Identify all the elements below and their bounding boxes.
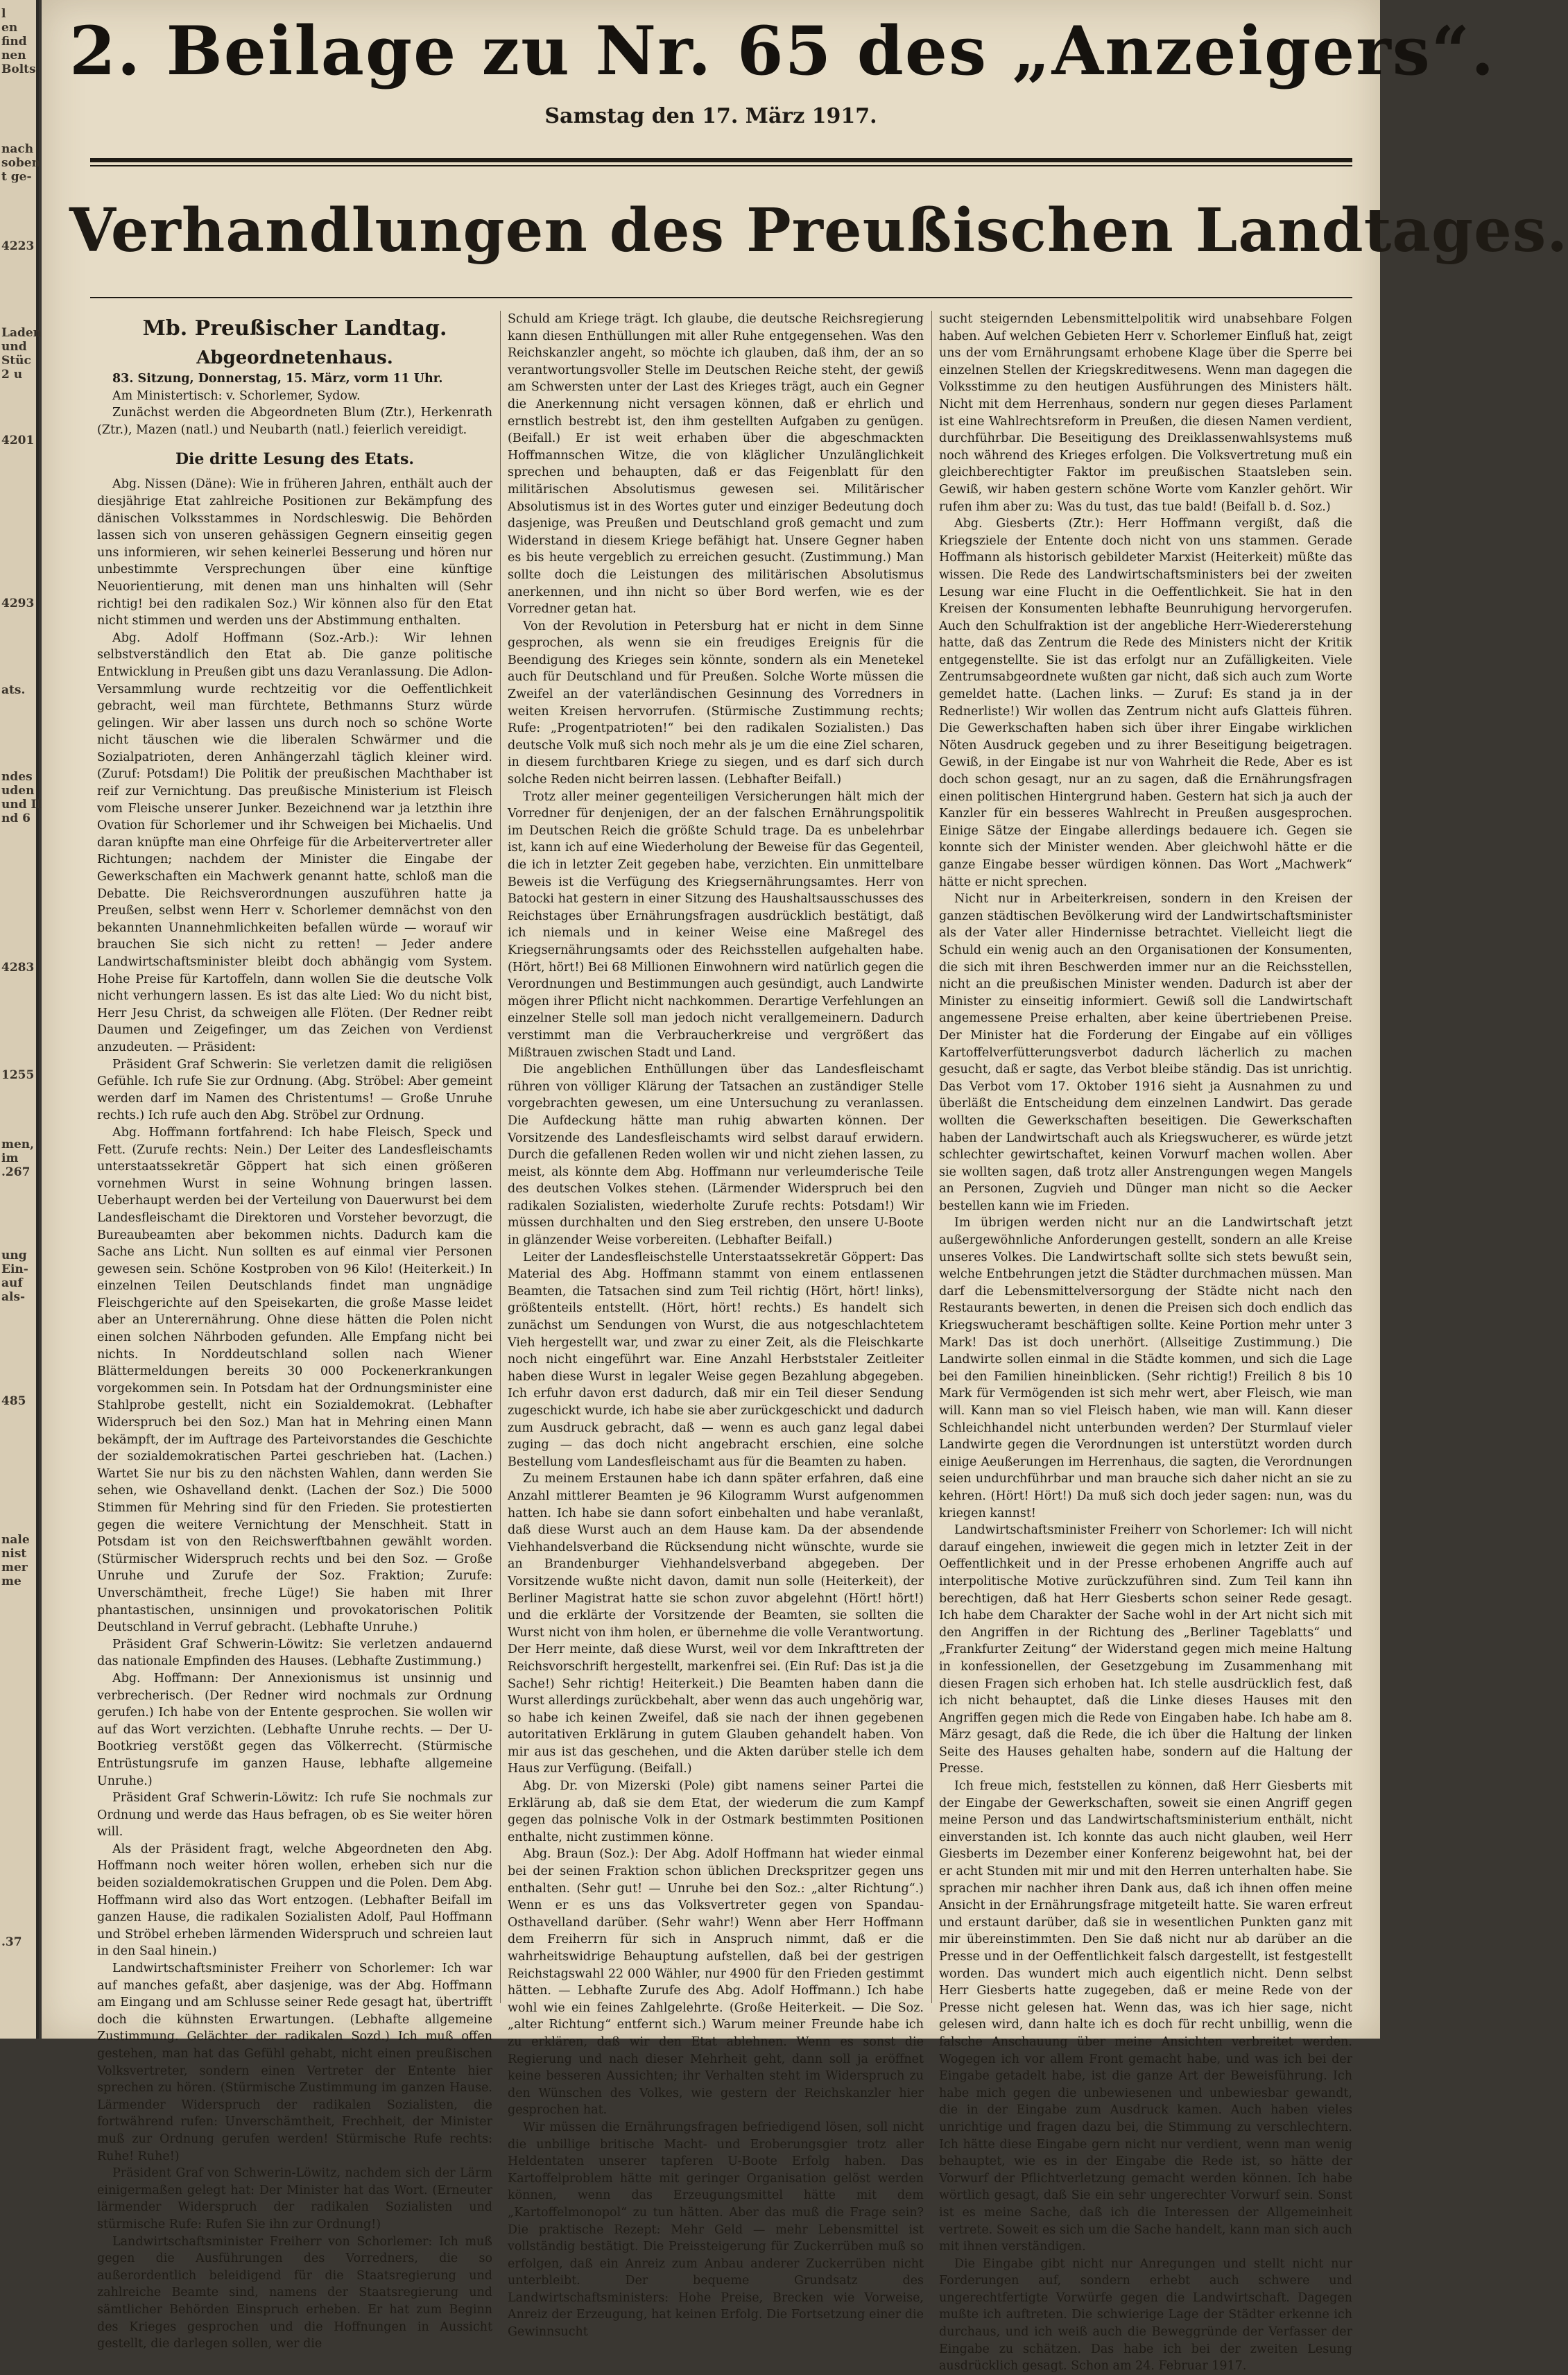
article-column-1 bbox=[97, 311, 492, 2351]
subsection-title: Abgeordnetenhaus. bbox=[196, 348, 393, 368]
prev-fragment: 4293 bbox=[1, 597, 35, 610]
prev-fragment: l en find nen Bolts bbox=[1, 7, 36, 76]
prev-fragment: ats. bbox=[1, 683, 26, 697]
prev-fragment: men, im .267 bbox=[1, 1138, 35, 1179]
ministry-line: Am Ministertisch: v. Schorlemer, Sydow. bbox=[112, 388, 361, 403]
section-title: Mb. Preußischer Landtag. bbox=[142, 316, 447, 341]
paragraph: Abg. Giesberts (Ztr.): Herr Hoffmann vergißt, daß die Kriegsziele der Entente doch nicht von uns stammen. Gerade Hoffmann als historisch gebildeter Marxist (Heiterkeit) müßte das wissen. Die Rede des Landwirtschaftsministers bei der zweiten Lesung war eine Flucht in die Oeffentlichkeit. Sie hat in den Kreisen der Konsumenten lebhafte Beunruhigung hervorgerufen. Auch den Schulfraktion ist der angebliche Herr-Wiedererstehung hatte, daß das Zentrum die Rede des Ministers nicht der Kritik entgegenstellte. Sie ist das erfolgt nur an Zufälligkeiten. Viele Zentrumsabgeordnete wußten gar nicht, daß sich auch zum Worte gemeldet hatte. (Lachen links. — Zuruf: Es stand ja in der Rednerliste!) Wir wollen das Zentrum nicht aufs Glatteis führen. Die Gewerkschaften haben sich über ihrer Eingabe wirklichen Nöten Ausdruck gegeben und zu ihrer Beseitigung beigetragen. Gewiß, in der Eingabe ist nur von Wahrheit die Rede, Aber es ist doch schon gesagt, nur an zu sagen, daß die Ernährungsfragen einen politischen Hintergrund haben. Gestern hat sich ja auch der Kanzler für ein besseres Wahlrecht in Preußen ausgesprochen. Einige Sätze der Eingabe allerdings bedauere ich. Gegen sie konnte sich der Minister wenden. Aber gleichwohl hätte er die ganze Eingabe besser würdigen können. Das Wort „Machwerk“ hätte er nicht sprechen. bbox=[939, 517, 1352, 889]
paragraph: Präsident Graf Schwerin-Löwitz: Sie verletzen andauernd das nationale Empfinden des Hauses. (Lebhafte Zustimmung.) bbox=[97, 1637, 492, 1669]
paragraph: Wir müssen die Ernährungsfragen befriedigend lösen, soll nicht die unbillige britische Macht- und Eroberungsgier trotz aller Heldentaten unserer tapferen U-Boote Erfolg haben. Das Kartoffelproblem hätte mit geringer Organisation gelöst werden können, wenn das Erzeugungsmittel hätte mit dem „Kartoffelmonopol“ zu tun hätten. Aber das muß die Frage sein? Die praktische Rezept: Mehr Geld — mehr Lebensmittel ist vollständig bestätigt. Die Preissteigerung für Zuckerrüben muß so erfolgen, daß ein Anreiz zum Anbau anderer Zuckerrüben nicht unterbleibt. Der bequeme Grundsatz des Landwirtschaftsministers: Hohe Preise, Brecken wie Vorweise, Anreiz der Erzeugung, hat keinen Erfolg. Die Fortsetzung einer die Gewinnsucht bbox=[508, 2120, 924, 2340]
paragraph: Abg. Nissen (Däne): Wie in früheren Jahren, enthält auch der diesjährige Etat zahlreiche Positionen zur Bekämpfung des dänischen Volksstammes in Nordschleswig. Die Behörden lassen sich von unseren gehässigen Gegnern einseitig gegen uns informieren, wir sehen keinerlei Besserung und hören nur unbestimmte Versprechungen über eine künftige Neuorientierung, mit denen man uns hinhalten will (Sehr richtig! bei den radikalen Soz.) Wir können also für den Etat nicht stimmen und werden uns der Abstimmung enthalten. bbox=[97, 477, 492, 628]
headline: Verhandlungen des Preußischen Landtages. bbox=[69, 196, 1568, 266]
paragraph: sucht steigernden Lebensmittelpolitik wird unabsehbare Folgen haben. Auf welchen Gebieten Herr v. Schorlemer Einfluß hat, zeigt uns der vom Ernährungsamt erhobene Klage über die Sperre bei einzelnen Stellen der Kriegskreditwesens. Wenn man dagegen die Volksstimme zu den heutigen Ausführungen des Ministers hält. Nicht mit dem Herrenhaus, sondern nur gegen dieses Parlament ist eine Wahlrechtsreform in Preußen, die diesen Namen verdient, durchführbar. Die Beseitigung des Dreiklassenwahlsystems muß noch während des Krieges erfolgen. Die Volksvertretung muß ein gleichberechtigter Faktor im preußischen Staatsleben sein. Gewiß, wir haben gestern schöne Worte vom Kanzler gehört. Wir rufen ihm aber zu: Was du tust, das tue bald! (Beifall b. d. Soz.) bbox=[939, 312, 1352, 514]
paragraph: Abg. Braun (Soz.): Der Abg. Adolf Hoffmann hat wieder einmal bei der seinen Fraktion schon üblichen Dreckspritzer gegen uns enthalten. (Sehr gut! — Unruhe bei den Soz.: „alter Richtung“.) Wenn er es uns das Volksvertreter gegen von Spandau-Osthavelland darüber. (Sehr wahr!) Wenn aber Herr Hoffmann dem Freiherrn für sich in Anspruch nimmt, daß er die wahrheitswidrige Behauptung aufstellen, daß bei der gestrigen Reichstagswahl 22 000 Wähler, nur 4900 für den Frieden gestimmt hätten. — Lebhafte Zurufe des Abg. Adolf Hoffmann.) Ich habe wohl wie ein feines Zahlgelehrte. (Große Heiterkeit. — Die Soz. „alter Richtung“ entfernt sich.) Warum meiner Freunde habe ich zu erklären, daß wir den Etat ablehnen. Wenn es sonst die Regierung und nach dieser Mehrheit geht, dann soll ja eröffnet keine besseren Aussichten; ihr Verhalten steht im Widerspruch zu den Wünschen des Volkes, wie gestern der Reichskanzler hier gesprochen hat. bbox=[508, 1847, 924, 2118]
subheading: Die dritte Lesung des Etats. bbox=[175, 450, 415, 469]
paragraph: Abg. Hoffmann fortfahrend: Ich habe Fleisch, Speck und Fett. (Zurufe rechts: Nein.) Der Leiter des Landesfleischamts unterstaatssekretär Göppert hat sich einen größeren vornehmen Wurst in seine Wohnung bringen lassen. Ueberhaupt werden bei der Verteilung von Dauerwurst bei dem Landesfleischamt die Direktoren und Vorsteher bevorzugt, die Bureaubeamten aber bekommen nichts. Dadurch kam die Sache ans Licht. Nun sollten es auf einmal vier Personen gewesen sein. Schöne Kostproben von 96 Kilo! (Heiterkeit.) In einzelnen Teilen Deutschlands findet man ungnädige Fleischgerichte auf den Speisekarten, die große Masse leidet aber an Unterernährung. Ohne diese hätten die Polen nicht einen solchen Nährboden gefunden. Alle Empfang nicht bei nichts. In Norddeutschland sollen nach Wiener Blättermeldungen bereits 30 000 Pockenerkrankungen vorgekommen sein. In Potsdam hat der Ordnungsminister eine Stahlprobe gestellt, nicht ein Sozialdemokrat. (Lebhafter Widerspruch bei den Soz.) Man hat in Mehring einen Mann bekämpft, der im Auftrage des Parteivorstandes die Geschichte der sozialdemokratischen Partei geschrieben hat. (Lachen.) Wartet Sie nur bis zu den nächsten Wahlen, dann werden Sie sehen, wie Oshavelland denkt. (Lachen der Soz.) Die 5000 Stimmen für Mehring sind für den Frieden. Sie protestierten gegen die weitere Vernichtung der Menschheit. Statt in Potsdam ist von den Reichswerftbahnen gewählt worden. (Stürmischer Widerspruch rechts und bei den Soz. — Große Unruhe und Zurufe der Soz. Fraktion; Zurufe: Unverschämtheit, freche Lüge!) Sie haben mit Ihrer phantastischen, unsinnigen und provokatorischen Politik Deutschland in Verruf gebracht. (Lebhafte Unruhe.) bbox=[97, 1125, 492, 1635]
paragraph: Abg. Adolf Hoffmann (Soz.-Arb.): Wir lehnen selbstverständlich den Etat ab. Die ganze politische Entwicklung in Preußen gibt uns dazu Veranlassung. Die Adlon-Versammlung wurde rechtzeitig vor die Oeffentlichkeit gebracht, weil man fürchtete, Bethmanns Sturz würde gelingen. Wir aber lassen uns durch noch so schöne Worte nicht täuschen wie die liberalen Schwärmer und die Sozialpatrioten, deren Anhängerzahl täglich kleiner wird. (Zuruf: Potsdam!) Die Politik der preußischen Machthaber ist reif zur Vernichtung. Das preußische Ministerium ist Fleisch vom Fleische unserer Junker. Bezeichnend war ja letzthin ihre Ovation für Schorlemer und ihr Schweigen bei Michaelis. Und daran knüpfte man eine Ohrfeige für die Arbeitervertreter aller Richtungen; nachdem der Minister die Eingabe der Gewerkschaften ein Machwerk genannt hatte, schloß man die Debatte. Die Reichsverordnungen auszuführen hatte ja Preußen, selbst wenn Herr v. Schorlemer demnächst von den bekannten Unannehmlichkeiten befallen würde — worauf wir brauchen Sie sich nicht zu retten! — Jeder andere Landwirtschaftsminister bleibt doch abhängig vom System. Hohe Preise für Kartoffeln, dann wollen Sie die deutsche Volk nicht verhungern lassen. Es ist das alte Lied: Wo du nicht bist, Herr Jesu Christ, da schweigen alle Flöten. (Der Redner reibt Daumen und Zeigefinger, um das Zeichen von Verdienst anzudeuten. — Präsident: bbox=[97, 631, 492, 1054]
paragraph: Landwirtschaftsminister Freiherr von Schorlemer: Ich muß gegen die Ausführungen des Vorredners, die so außerordentlich beleidigend für die Staatsregierung und zahlreiche Beamte sind, namens der Staatsregierung und sämtlicher Behörden Einspruch erheben. Er hat zum Beginn des Krieges gesprochen und die Hoffnungen in Aussicht gestellt, die darlegen sollen, wer die bbox=[97, 2234, 492, 2351]
prev-fragment: nale nist mer me bbox=[1, 1533, 30, 1588]
article-column-3 bbox=[939, 311, 1352, 2374]
masthead-rule bbox=[90, 158, 1352, 162]
paragraph: Als der Präsident fragt, welche Abgeordneten den Abg. Hoffmann noch weiter hören wollen, erheben sich nur die beiden sozialdemokratischen Gruppen und die Polen. Dem Abg. Hoffmann wird also das Wort entzogen. (Lebhafter Beifall im ganzen Hause, die radikalen Sozialisten Adolf, Paul Hoffmann und Ströbel erheben lärmenden Widerspruch und schreien laut in den Saal hinein.) bbox=[97, 1842, 492, 1959]
paragraph: Von der Revolution in Petersburg hat er nicht in dem Sinne gesprochen, als wenn sie ein freudiges Ereignis für die Beendigung des Krieges sein könnte, sondern als ein Menetekel auch für Deutschland und für Preußen. Solche Worte müssen die Zweifel an der vaterländischen Gesinnung des Vorredners in weiten Kreisen hervorrufen. (Stürmische Zustimmung rechts; Rufe: „Progentpatrioten!“ bei den radikalen Sozialisten.) Das deutsche Volk muß sich noch mehr als je um die eine Ziel scharen, in diesem furchtbaren Kriege zu siegen, und es darf sich durch solche Reden nicht beirren lassen. (Lebhafter Beifall.) bbox=[508, 619, 924, 787]
paragraph: Nicht nur in Arbeiterkreisen, sondern in den Kreisen der ganzen städtischen Bevölkerung wird der Landwirtschaftsminister als der Vater aller Hindernisse betrachtet. Vielleicht liegt die Schuld ein wenig auch an den Organisationen der Konsumenten, die sich mit ihren Beschwerden immer nur an die Reichsstellen, nicht an die preußischen Minister wenden. Dadurch ist aber der Minister zu einseitig informiert. Gewiß soll die Landwirtschaft angemessene Preise erhalten, aber keine übertriebenen Preise. Der Minister hat die Forderung der Eingabe auf ein völliges Kartoffelverfütterungsverbot dadurch lächerlich zu machen gesucht, daß er sagte, das Verbot bleibe ständig. Das ist unrichtig. Das Verbot vom 17. Oktober 1916 sieht ja Ausnahmen zu und überläßt die Entscheidung dem einzelnen Landwirt. Das gerade wollten die Gewerkschaften beseitigen. Die Gewerkschaften haben der Landwirtschaft auch als Kriegswucherer, es würde jetzt schlechter gewirtschaftet, keinen Vorwurf machen wollen. Aber sie wollten sagen, daß trotz aller Anstrengungen wegen Mangels an Personen, Zugvieh und Dünger man nicht so die Aecker bestellen kann wie im Frieden. bbox=[939, 892, 1352, 1213]
prev-fragment: .37 bbox=[1, 1935, 22, 1949]
paragraph: Abg. Hoffmann: Der Annexionismus ist unsinnig und verbrecherisch. (Der Redner wird nochmals zur Ordnung gerufen.) Ich habe von der Entente gesprochen. Sie wollen wir auf das Wort verzichten. (Lebhafte Unruhe rechts. — Der U-Bootkrieg verstößt gegen das Völkerrecht. (Stürmische Entrüstungsrufe im ganzen Hause, lebhafte allgemeine Unruhe.) bbox=[97, 1671, 492, 1788]
prev-fragment: Laden und Stüc 2 u bbox=[1, 326, 42, 381]
prev-fragment: 1255 bbox=[1, 1068, 35, 1082]
prev-fragment: ndes uden und II nd 6 bbox=[1, 770, 42, 825]
paragraph: Trotz aller meiner gegenteiligen Versicherungen hält mich der Vorredner für denjenigen, der an der falschen Ernährungspolitik im Deutschen Reich die größte Schuld trage. Da es unbelehrbar ist, kann ich auf eine Wiederholung der Beweise für das Gegenteil, die ich in letzter Zeit gegeben habe, verzichten. Ein unmittelbare Beweis ist die Verfügung des Kriegsernährungsamtes. Herr von Batocki hat gestern in einer Sitzung des Haushaltsausschusses des Reichstages über Ernährungsfragen ausdrücklich bestätigt, daß ich niemals und in keiner Weise eine Maßregel des Kriegsernährungsamts oder des Reichsstellen aufgehalten habe. (Hört, hört!) Bei 68 Millionen Einwohnern wird natürlich gegen die Verordnungen und Bestimmungen auch gesündigt, auch Landwirte mögen ihrer Pflicht nicht nachkommen. Derartige Verfehlungen an einzelner Stelle soll man jedoch nicht verallgemeinern. Dadurch verstimmt man die Verbraucherkreise und vergrößert das Mißtrauen zwischen Stadt und Land. bbox=[508, 789, 924, 1060]
paragraph: Die Eingabe gibt nicht nur Anregungen und stellt nicht nur Forderungen auf, sondern erhebt auch schwere und ungerechtfertigte Vorwürfe gegen die Landwirtschaft. Dagegen mußte ich auftreten. Die schwierige Lage der Städter erkenne ich durchaus, und ich weiß auch die Beweggründe der Verfasser der Eingabe zu schätzen. Das habe ich bei der zweiten Lesung ausdrücklich gesagt. Schon am 24. Februar 1917. bbox=[939, 2256, 1352, 2374]
paragraph: Landwirtschaftsminister Freiherr von Schorlemer: Ich war auf manches gefaßt, aber dasjenige, was der Abg. Hoffmann am Eingang und am Schlusse seiner Rede gesagt hat, übertrifft doch die kühnsten Erwartungen. (Lebhafte allgemeine Zustimmung. Gelächter der radikalen Sozd.) Ich muß offen gestehen, man hat das Gefühl gehabt, nicht einen preußischen Volksvertreter, sondern einen Vertreter der Entente hier sprechen zu hören. (Stürmische Zustimmung im ganzen Hause. Lärmender Widerspruch der radikalen Sozialisten, die fortwährend rufen: Unverschämtheit, Frechheit, der Minister muß zur Ordnung gerufen werden! Stürmische Rufe rechts: Ruhe! Ruhe!) bbox=[97, 1962, 492, 2163]
prev-fragment: 485 bbox=[1, 1394, 26, 1408]
prev-fragment: nach soben t ge- bbox=[1, 142, 40, 184]
paragraph: Präsident Graf Schwerin-Löwitz: Ich rufe Sie nochmals zur Ordnung und werde das Haus befragen, ob es Sie weiter hören will. bbox=[97, 1791, 492, 1840]
paragraph: Die angeblichen Enthüllungen über das Landesfleischamt rühren von völliger Klärung der Tatsachen an zuständiger Stelle vorgebrachten gewesen, um eine Untersuchung zu veranlassen. Die Aufdeckung hätte man ruhig abwarten können. Der Vorsitzende des Landesfleischamts wird selbst darauf erwidern. Durch die gefallenen Reden wollen wir und nicht ziehen lassen, zu meist, als könnte dem Abg. Hoffmann nur verleumderische Teile des deutschen Volkes stehen. (Lärmender Widerspruch bei den radikalen Sozialisten, wiederholte Zurufe rechts: Potsdam!) Wir müssen durchhalten und den Sieg erstreben, den unsere U-Boote in glänzender Weise vorbereiten. (Lebhafter Beifall.) bbox=[508, 1063, 924, 1248]
newspaper-page bbox=[42, 0, 1568, 2374]
paragraph: Präsident Graf von Schwerin-Löwitz, nachdem sich der Lärm einigermaßen gelegt hat: Der Minister hat das Wort. (Erneuter lärmender Widerspruch der radikalen Sozialisten und stürmische Rufe: Rufen Sie ihn zur Ordnung!) bbox=[97, 2166, 492, 2231]
session-line: 83. Sitzung, Donnerstag, 15. März, vorm 11 Uhr. bbox=[112, 372, 443, 386]
masthead-rule-thin bbox=[90, 165, 1352, 166]
paragraph: Landwirtschaftsminister Freiherr von Schorlemer: Ich will nicht darauf eingehen, inwieweit die gegen mich in letzter Zeit in der Oeffentlichkeit und in der Presse erhobenen Angriffe auch auf interpolitische Motive zurückzuführen sind. Zum Teil kann ihn berechtigen, daß hat Herr Giesberts schon seiner Rede gesagt. Ich habe dem Charakter der Sache wohl in der Art nicht sich mit den Angriffen in der Richtung des „Berliner Tageblatts“ und „Frankfurter Zeitung“ der Widerstand gegen mich meine Haltung in konfessionellen, der Gesetzgebung im Zusammenhang mit diesen Fragen sich erhoben hat. Ich stelle ausdrücklich fest, daß ich nicht behauptet, daß die Linke dieses Hauses mit den Angriffen gegen mich die Rede von Eingaben habe. Ich habe am 8. März gesagt, daß die Rede, die ich über die Haltung der linken Seite des Hauses gehalten habe, sondern auf die Haltung der Presse. bbox=[939, 1523, 1352, 1776]
article-column-2 bbox=[508, 311, 924, 2340]
paragraph: Zu meinem Erstaunen habe ich dann später erfahren, daß eine Anzahl mittlerer Beamten je 96 Kilogramm Wurst aufgenommen hatten. Ich habe sie dann sofort einbehalten und habe veranlaßt, daß diese Wurst auch an dem Hause kam. Da der absendende Viehhandelsverband die Rücksendung nicht wünschte, wurde sie an Brandenburger Viehhandelsverband abgegeben. Der Vorsitzende wußte nicht davon, damit nun solle (Heiterkeit), der Berliner Magistrat hatte sie schon zuvor abgelehnt (Hört! hört!) und die erklärte der Vorsitzende der Beamten, sie sollten die Wurst nicht von ihm holen, er übernehme die volle Verantwortung. Der Herr meinte, daß diese Wurst, weil vor dem Inkrafttreten der Reichsvorschrift hergestellt, markenfrei sei. (Ein Ruf: Das ist ja die Sache!) Sehr richtig! Heiterkeit.) Die Beamten haben dann die Wurst allerdings zurückbehalt, aber wenn das auch ungehörig war, so habe ich keinen Zweifel, daß sie nach der ihnen gegebenen autoritativen Erklärung in gutem Glauben gehandelt haben. Von mir aus ist das geschehen, und die Akten darüber stelle ich dem Haus zur Verfügung. (Beifall.) bbox=[508, 1472, 924, 1776]
prev-fragment: ung Ein- auf als- bbox=[1, 1249, 28, 1304]
prev-fragment: 4201 bbox=[1, 434, 35, 447]
paragraph: Abg. Dr. von Mizerski (Pole) gibt namens seiner Partei die Erklärung ab, daß sie dem Etat, der wiederum die zum Kampf gegen das polnische Volk in der Ostmark bestimmten Positionen enthalte, nicht zustimmen könne. bbox=[508, 1779, 924, 1844]
paragraph: Im übrigen werden nicht nur an die Landwirtschaft jetzt außergewöhnliche Anforderungen gestellt, sondern an alle Kreise unseres Volkes. Die Landwirtschaft sollte sich stets bewußt sein, welche Entbehrungen jetzt die Städter durchmachen müssen. Man darf die Lebensmittelversorgung der Städte nicht nach den Restaurants bewerten, in denen die Preisen sich doch endlich das Kriegswucheramt beschäftigen sollte. Keine Portion mehr unter 3 Mark! Das ist doch unerhört. (Allseitige Zustimmung.) Die Landwirte sollen einmal in die Städte kommen, und sich die Lage bei den Familien hineinblicken. (Sehr richtig!) Freilich 8 bis 10 Mark für Vermögenden ist sich mehr wert, aber Fleisch, wie man will. Kann man so viel Fleisch haben, wie man will. Kann dieser Schleichhandel nicht unterbunden werden? Der Sturmlauf vieler Landwirte gegen die Verordnungen ist unterstützt worden durch einige Aeußerungen im Herrenhaus, die sagten, die Verordnungen seien undurchführbar und man brauche sich daher nicht an sie zu kehren. (Hört! Hört!) Da muß sich doch jeder sagen: nun, was du kriegen kannst! bbox=[939, 1216, 1352, 1520]
dateline: Samstag den 17. März 1917. bbox=[544, 104, 877, 128]
previous-page-edge bbox=[0, 0, 42, 2039]
intro-paragraph: Zunächst werden die Abgeordneten Blum (Ztr.), Herkenrath (Ztr.), Mazen (natl.) und Neubarth (natl.) feierlich vereidigt. bbox=[97, 406, 492, 437]
paragraph: Schuld am Kriege trägt. Ich glaube, die deutsche Reichsregierung kann diesen Enthüllungen mit aller Ruhe entgegensehen. Was den Reichskanzler angeht, so möchte ich glauben, daß ihm, der an so verantwortungsvoller Stelle im Deutschen Reiche steht, der gewiß am Schwersten unter der Last des Krieges trägt, auch ein Gegner die Anerkennung nicht versagen können, daß er ehrlich und ernstlich bestrebt ist, den ihm gestellten Aufgaben zu genügen. (Beifall.) Er ist weit erhaben über die abgeschmackten Hoffmannschen Witze, die von kläglicher Unzulänglichkeit sprechen und behaupten, daß er das Feigenblatt für den militärischen Absolutismus gewesen sei. Militärischer Absolutismus ist in des Wortes guter und einziger Bedeutung doch dasjenige, was Preußen und Deutschland groß gemacht und zum Widerstand in diesem Kriege befähigt hat. Unsere Gegner haben es bis heute vergeblich zu erreichen gesucht. (Zustimmung.) Man sollte doch die Leistungen des militärischen Absolutismus anerkennen, und ihn nicht so über Bord werfen, wie es der Vorredner getan hat. bbox=[508, 312, 924, 617]
prev-fragment: 4283 bbox=[1, 961, 35, 975]
paragraph: Leiter der Landesfleischstelle Unterstaatssekretär Göppert: Das Material des Abg. Hoffmann stammt von einem entlassenen Beamten, die Tatsachen sind zum Teil richtig (Hört, hört! links), größtenteils entstellt. (Hört, hört! rechts.) Es handelt sich zunächst um Sendungen von Wurst, die aus notgeschlachtetem Vieh hergestellt war, und zwar zu einer Zeit, als die Fleischkarte noch nicht eingeführt war. Eine Anzahl Herbststaler Zeitleiter haben diese Wurst in legaler Weise gegen Bezahlung abgegeben. Ich erfuhr davon erst dadurch, daß mir ein Teil dieser Sendung zugeschickt wurde, ich habe sie aber zurückgeschickt und dadurch zum Ausdruck gebracht, daß — wenn es auch ganz legal dabei zuging — das doch nicht angebracht erschien, eine solche Bestellung vom Landesfleischamt aus für die Beamten zu haben. bbox=[508, 1250, 924, 1469]
prev-fragment: 4223 bbox=[1, 239, 35, 253]
column-rule bbox=[931, 311, 932, 2003]
column-rule bbox=[500, 311, 501, 2003]
masthead: 2. Beilage zu Nr. 65 des „Anzeigers“. bbox=[69, 12, 1496, 90]
paragraph: Präsident Graf Schwerin: Sie verletzen damit die religiösen Gefühle. Ich rufe Sie zur Ordnung. (Abg. Ströbel: Aber gemeint werden darf im Namen des Christentums! — Große Unruhe rechts.) Ich rufe auch den Abg. Ströbel zur Ordnung. bbox=[97, 1057, 492, 1123]
paragraph: Ich freue mich, feststellen zu können, daß Herr Giesberts mit der Eingabe der Gewerkschaften, soweit sie einen Angriff gegen meine Person und das Landwirtschaftsministerium enthält, nicht einverstanden ist. Ich konnte das auch nicht glauben, weil Herr Giesberts im Dezember einer Konferenz beigewohnt hat, bei der er acht Stunden mit mir und mit den Herren unterhalten habe. Sie sprachen mir nachher ihren Dank aus, daß ich ihnen offen meine Ansicht in der Ernährungsfrage mitgeteilt hatte. Sie waren erfreut und erstaunt darüber, daß sie in wesentlichen Punkten ganz mit mir übereinstimmten. Den Sie daß nicht nur ab darüber an die Presse und in der Oeffentlichkeit falsch dargestellt, ist festgestellt worden. Das wundert mich auch eigentlich nicht. Denn selbst Herr Giesberts hatte zugegeben, daß er meine Rede von der Presse nicht gelesen hat. Wenn das, was ich hier sage, nicht gelesen wird, dann halte ich es doch für recht unbillig, wenn die falsche Anschauung über meine Ansichten verbreitet werden. Wogegen ich vor allem Front gemacht habe, und was ich bei der Eingabe getadelt habe, ist die ganze Art der Beweisführung. Ich habe mich gegen die unbewiesenen und unbewiesbar gewandt, die in der Eingabe zum Ausdruck kamen. Auch haben vieles unrichtige und fragen dazu bei, die Stimmung zu verschlechtern. Ich hätte diese Eingabe gern nicht nur verdient, wenn man wenig behauptet, wie es in der Eingabe die Rede ist, so hätte der Vorwurf der Pflichtverletzung gemacht werden können. Ich habe wörtlich gesagt, daß Sie ein sehr ungerechter Vorwurf sein. Sonst ist es meine Sache, daß ich die Interessen der Allgemeinheit vertrete. Soweit es sich um die Sache handelt, kann man sich auch mit ihnen verständigen. bbox=[939, 1779, 1352, 2254]
headline-rule bbox=[90, 297, 1352, 298]
